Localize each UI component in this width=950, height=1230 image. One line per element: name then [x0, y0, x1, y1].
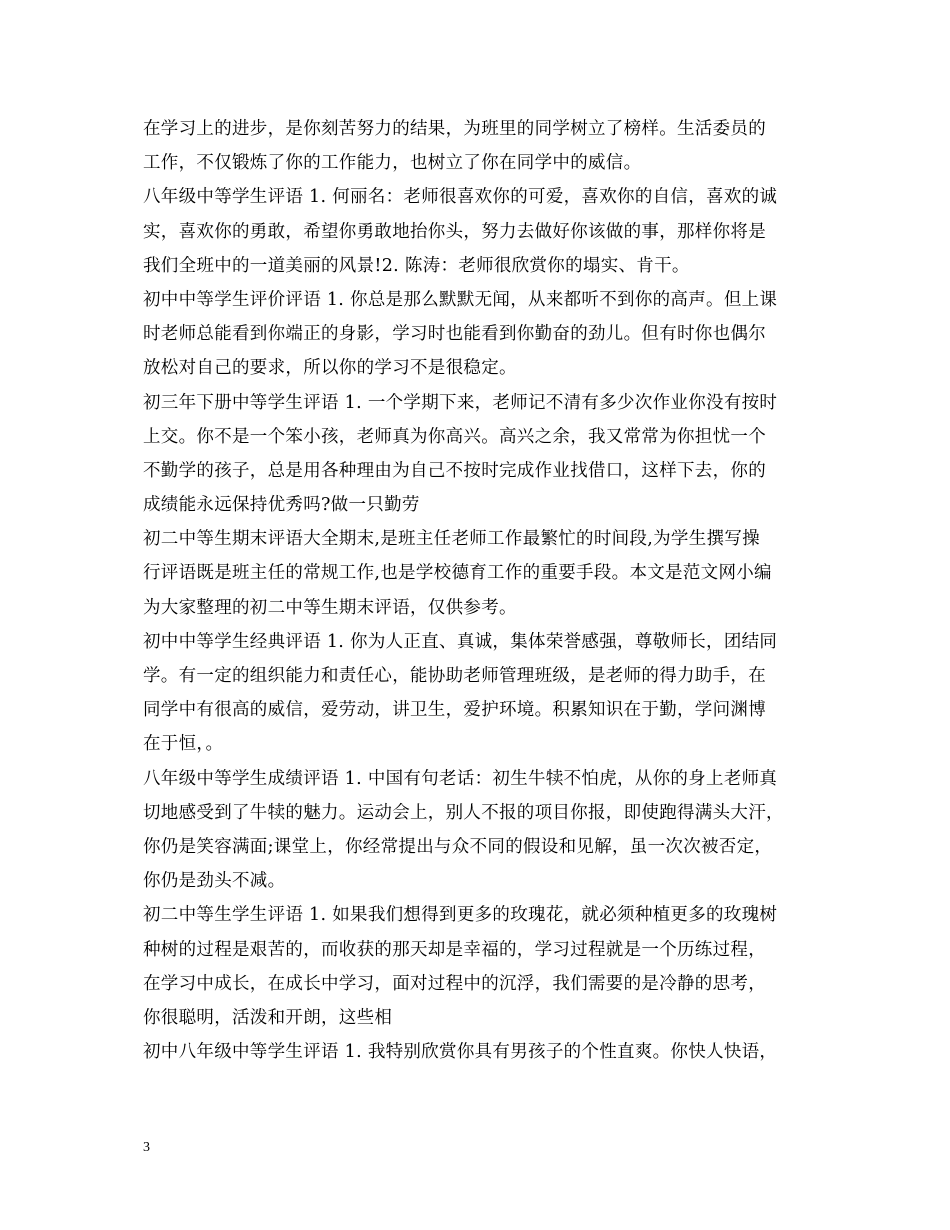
text-line: 初中中等学生经典评语 1. 你为人正直、真诚，集体荣誉感强，尊敬师长，团结同 [143, 631, 778, 652]
text-line: 为大家整理的初二中等生期末评语，仅供参考。 [143, 597, 517, 618]
text-line: 初三年下册中等学生评语 1. 一个学期下来，老师记不清有多少次作业你没有按时 [143, 392, 778, 413]
text-line: 在于恒，。 [143, 734, 224, 755]
text-line: 同学中有很高的威信，爱劳动，讲卫生，爱护环境。积累知识在于勤，学问渊博 [143, 700, 766, 721]
text-line: 放松对自己的要求，所以你的学习不是很稳定。 [143, 358, 517, 379]
text-line: 初中中等学生评价评语 1. 你总是那么默默无闻，从来都听不到你的高声。但上课 [143, 289, 778, 310]
text-line: 你仍是笑容满面;课堂上，你经常提出与众不同的假设和见解，虽一次次被否定， [143, 836, 773, 857]
text-line: 时老师总能看到你端正的身影，学习时也能看到你勤奋的劲儿。但有时你也偶尔 [143, 324, 766, 345]
text-line: 上交。你不是一个笨小孩，老师真为你高兴。高兴之余，我又常常为你担忧一个 [143, 426, 766, 447]
text-line: 成绩能永远保持优秀吗?做一只勤劳 [143, 495, 420, 516]
text-line: 行评语既是班主任的常规工作,也是学校德育工作的重要手段。本文是范文网小编 [143, 563, 772, 584]
text-line: 初二中等生期末评语大全期末,是班主任老师工作最繁忙的时间段,为学生撰写操 [143, 529, 760, 550]
text-line: 你很聪明，活泼和开朗，这些相 [143, 1007, 393, 1028]
text-line: 切地感受到了牛犊的魅力。运动会上，别人不报的项目你报，即使跑得满头大汗， [143, 802, 784, 823]
text-line: 种树的过程是艰苦的，而收获的那天却是幸福的，学习过程就是一个历练过程， [143, 939, 766, 960]
text-line: 八年级中等学生成绩评语 1. 中国有句老话：初生牛犊不怕虎，从你的身上老师真 [143, 768, 778, 789]
text-line: 学。有一定的组织能力和责任心，能协助老师管理班级，是老师的得力助手，在 [143, 666, 766, 686]
text-line: 工作，不仅锻炼了你的工作能力，也树立了你在同学中的威信。 [143, 153, 642, 174]
document-body [143, 112, 833, 1069]
text-line: 初二中等生学生评语 1. 如果我们想得到更多的玫瑰花，就必须种植更多的玫瑰树 [143, 905, 778, 926]
page-number: 3 [143, 1140, 150, 1155]
text-line: 你仍是劲头不减。 [143, 871, 286, 892]
text-line: 我们全班中的一道美丽的风景!2. 陈涛：老师很欣赏你的塌实、肯干。 [143, 255, 690, 276]
text-line: 在学习上的进步，是你刻苦努力的结果，为班里的同学树立了榜样。生活委员的 [143, 119, 766, 139]
text-line: 不勤学的孩子，总是用各种理由为自己不按时完成作业找借口，这样下去，你的 [143, 460, 766, 481]
text-line: 八年级中等学生评语 1. 何丽名：老师很喜欢你的可爱，喜欢你的自信，喜欢的诚 [143, 187, 778, 208]
text-line: 在学习中成长，在成长中学习，面对过程中的沉浮，我们需要的是冷静的思考， [143, 973, 766, 994]
text-line: 初中八年级中等学生评语 1. 我特别欣赏你具有男孩子的个性直爽。你快人快语， [143, 1042, 778, 1063]
text-line: 实，喜欢你的勇敢，希望你勇敢地抬你头，努力去做好你该做的事，那样你将是 [143, 221, 766, 242]
